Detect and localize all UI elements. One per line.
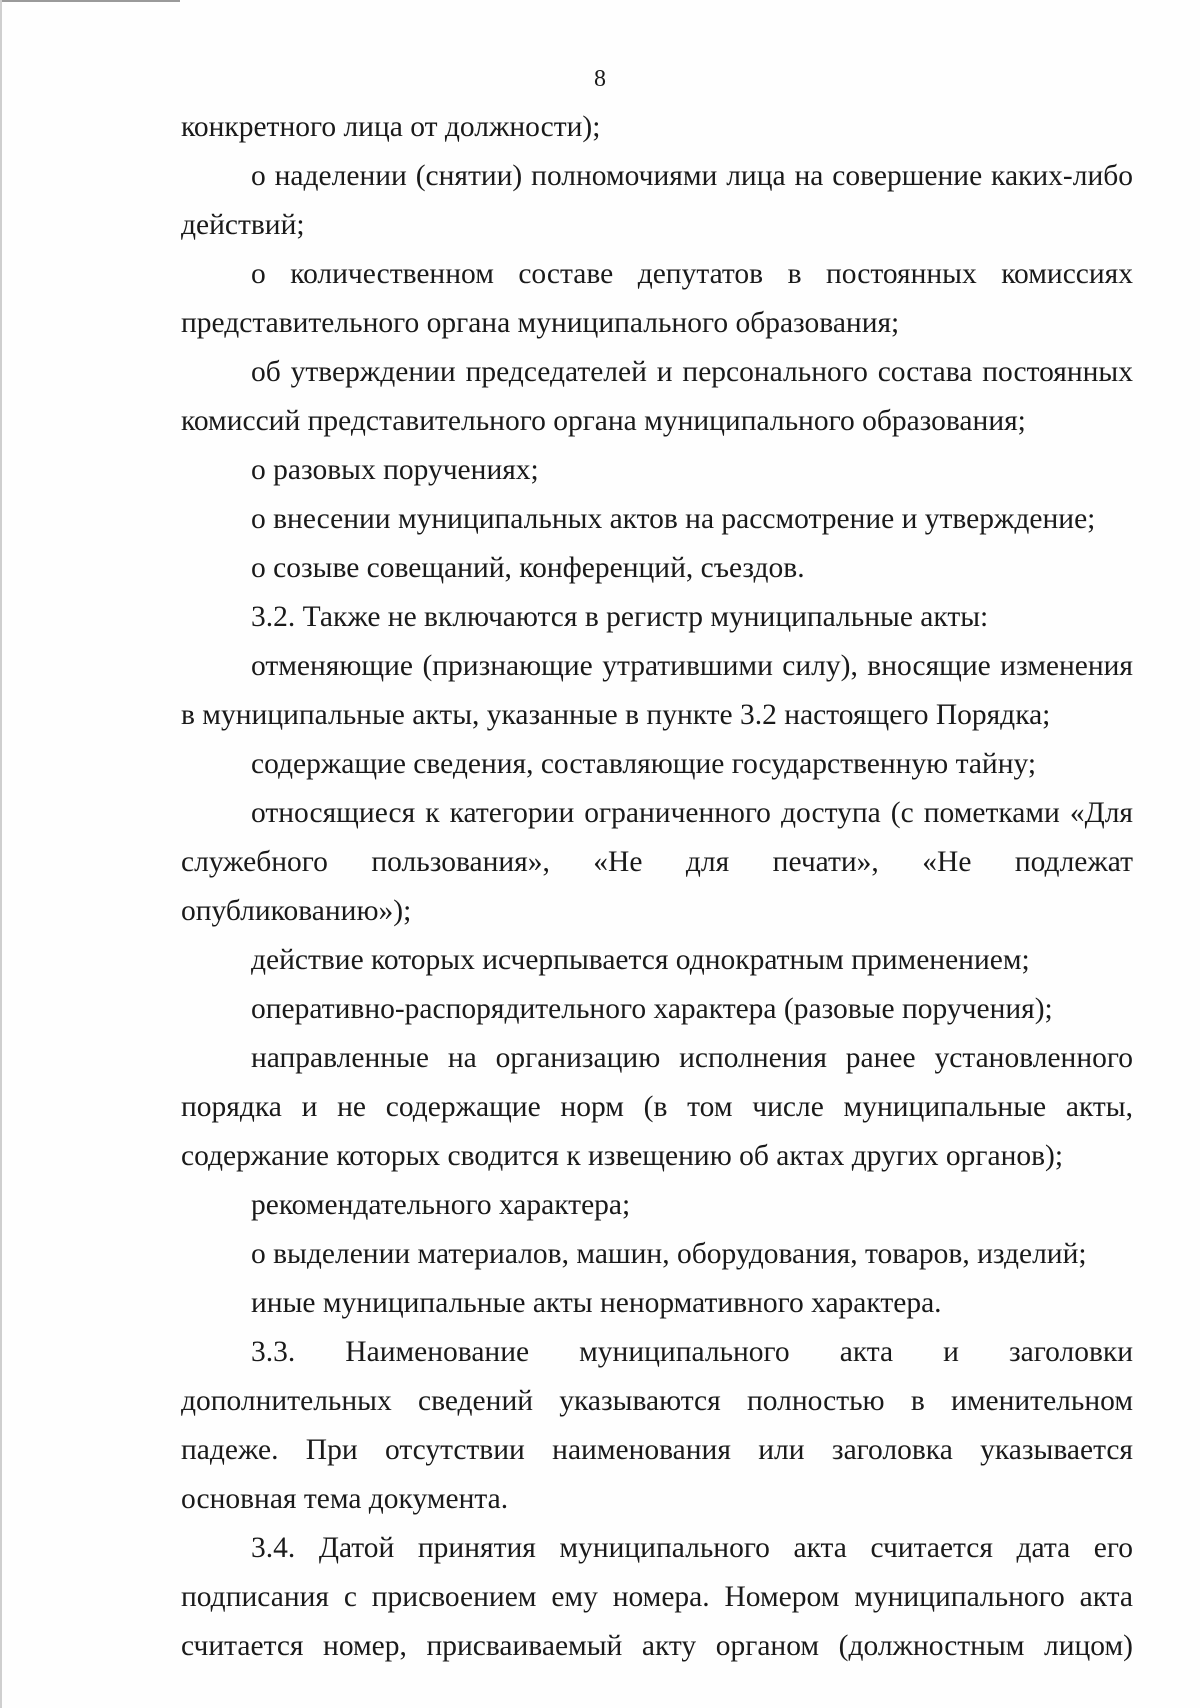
paragraph: содержащие сведения, составляющие государственную тайну; xyxy=(251,748,1037,780)
paragraph: конкретного лица от должности); xyxy=(181,111,601,143)
paragraph: иные муниципальные акты ненормативного характера. xyxy=(251,1287,942,1319)
paragraph: отменяющие (признающие утратившими силу), вносящие изменения в муниципальные акты, указанные в пункте 3.2 настоящего Порядка; xyxy=(181,650,1133,731)
paragraph: о количественном составе депутатов в постоянных комиссиях представительного органа муниципального образования; xyxy=(181,258,1133,339)
page-number: 8 xyxy=(594,66,606,92)
paragraph: о созыве совещаний, конференций, съездов. xyxy=(251,552,805,584)
document-body xyxy=(181,103,1133,1671)
paragraph: о наделении (снятии) полномочиями лица на совершение каких-либо действий; xyxy=(181,160,1133,241)
paragraph: 3.3. Наименование муниципального акта и заголовки дополнительных сведений указываются полностью в именительном падеже. При отсутствии наименования или заголовка указывается основная тема документа. xyxy=(181,1336,1133,1515)
paragraph: рекомендательного характера; xyxy=(251,1189,631,1221)
paragraph: 3.2. Также не включаются в регистр муниципальные акты: xyxy=(251,601,989,633)
paragraph: о выделении материалов, машин, оборудования, товаров, изделий; xyxy=(251,1238,1087,1270)
paragraph: о внесении муниципальных актов на рассмотрение и утверждение; xyxy=(251,503,1096,535)
paragraph: действие которых исчерпывается однократным применением; xyxy=(251,944,1030,976)
paragraph: направленные на организацию исполнения ранее установленного порядка и не содержащие норм (в том числе муниципальные акты, содержание которых сводится к извещению об актах других органов); xyxy=(181,1042,1133,1172)
paragraph: оперативно-распорядительного характера (разовые поручения); xyxy=(251,993,1053,1025)
paragraph: 3.4. Датой принятия муниципального акта считается дата его подписания с присвоением ему номера. Номером муниципального акта считается номер, присваиваемый акту органом (должностным лицом) xyxy=(181,1532,1133,1662)
paragraph: относящиеся к категории ограниченного доступа (с пометками «Для служебного пользования», «Не для печати», «Не подлежат опубликованию»); xyxy=(181,797,1133,927)
scan-edge-left xyxy=(0,0,2,1708)
paragraph: об утверждении председателей и персонального состава постоянных комиссий представительного органа муниципального образования; xyxy=(181,356,1133,437)
paragraph: о разовых поручениях; xyxy=(251,454,539,486)
scan-edge-top xyxy=(0,0,180,2)
